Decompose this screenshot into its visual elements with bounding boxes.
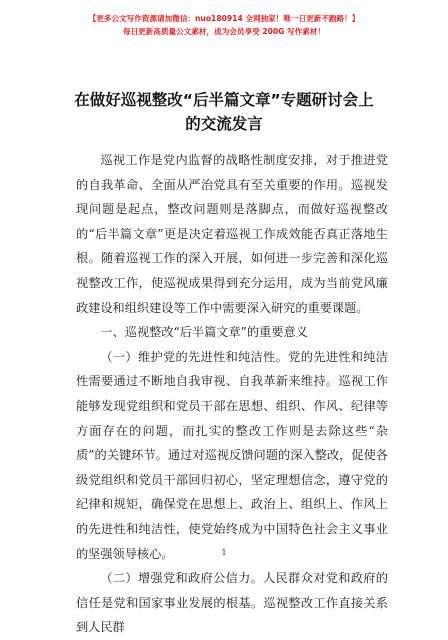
intro-paragraph: 巡视工作是党内监督的战略性制度安排，对于推进党的自我革命、全面从严治党具有至关重要的作用。巡视发现问题是起点，整改问题则是落脚点，而做好巡视整改的“后半篇文章”更是决定着巡视工作成效能否真正落地生根。随着巡视工作的深入开展，如何进一步完善和深化巡视整改工作，使巡视成果得到充分运用，成为当前党风廉政建设和组织建设等工作中需要深入研究的重要课题。 — [76, 153, 388, 315]
document-body — [76, 148, 388, 640]
promo-banner — [0, 12, 448, 38]
document-title — [48, 88, 400, 136]
promo-banner-line1: 【更多公文写作资源请加微信：nuo180914 全网独家！唯一日更新不跑路！】 — [88, 14, 360, 23]
body-paragraph: （二）增强党和政府公信力。人民群众对党和政府的信任是党和国家事业发展的根基。巡视整改工作直接关系到人民群 — [76, 571, 388, 635]
body-paragraph: （一）维护党的先进性和纯洁性。党的先进性和纯洁性需要通过不断地自我审视、自我革新来维持。巡视工作能够发现党组织和党员干部在思想、组织、作风、纪律等方面存在的问题，而扎实的整改工作则是去除这些“杂质”的关键环节。通过对巡视反馈问题的深入整改，促使各级党组织和党员干部回归初心，坚定理想信念，遵守党的纪律和规矩，确保党在思想上、政治上、组织上、作风上的先进性和纯洁性，使党始终成为中国特色社会主义事业的坚强领导核心。 — [76, 349, 388, 561]
document-title-line2: 的交流发言 — [185, 115, 263, 133]
page-number: 1 — [221, 548, 227, 557]
document-title-line1: 在做好巡视整改“后半篇文章”专题研讨会上 — [74, 91, 374, 109]
section-heading: 一、巡视整改“后半篇文章”的重要意义 — [100, 325, 308, 340]
promo-banner-line2: 每日更新高质量公文素材，成为会员享受 200G 写作素材！ — [122, 27, 326, 36]
